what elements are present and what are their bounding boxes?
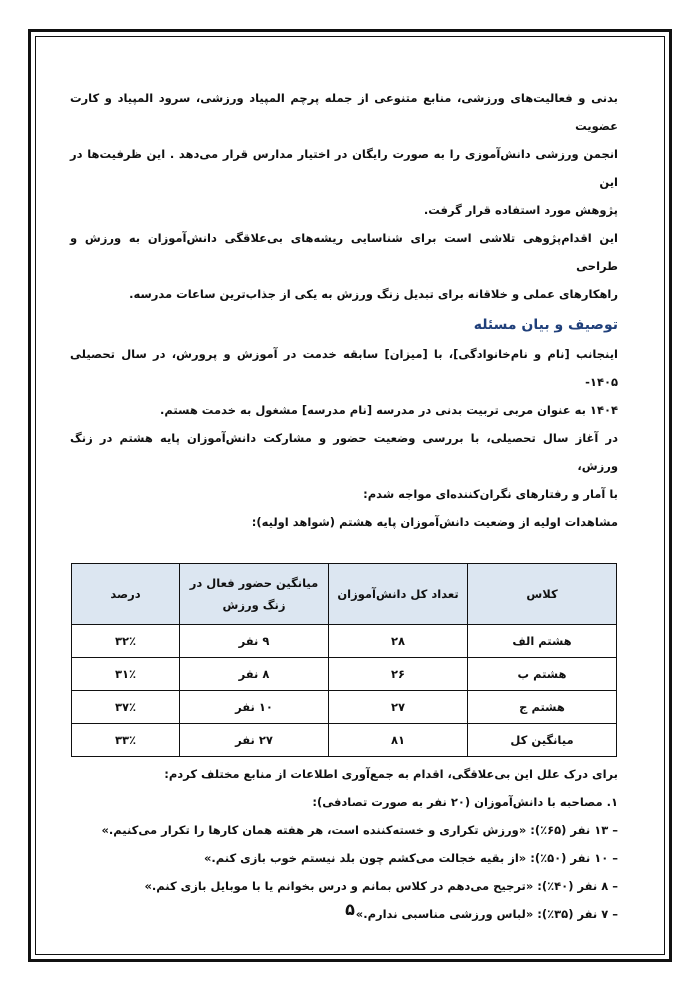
body-line: این اقدام‌پژوهی تلاشی است برای شناسایی ریشه‌های بی‌علاقگی دانش‌آموزان به ورزش و طراحی bbox=[70, 231, 618, 273]
body-line: پژوهش مورد استفاده قرار گرفت. bbox=[423, 203, 618, 217]
table-row bbox=[72, 658, 617, 691]
body-line: بدنی و فعالیت‌های ورزشی، منابع متنوعی از جمله پرچم المپیاد ورزشی، سرود المپیاد و کارت عضویت bbox=[70, 91, 618, 133]
cell-active: ۹ نفر bbox=[180, 625, 329, 658]
table-row bbox=[72, 691, 617, 724]
cell-total: ۸۱ bbox=[329, 724, 468, 757]
body-line: ۱۴۰۴ به عنوان مربی تربیت بدنی در مدرسه [نام مدرسه] مشغول به خدمت هستم. bbox=[160, 403, 618, 417]
cell-percent: ۳۳٪ bbox=[72, 724, 180, 757]
cell-percent: ۳۱٪ bbox=[72, 658, 180, 691]
page-number: ۵ bbox=[345, 900, 355, 919]
cell-active: ۱۰ نفر bbox=[180, 691, 329, 724]
cell-class: هشتم الف bbox=[468, 625, 617, 658]
cell-class: هشتم ج bbox=[468, 691, 617, 724]
cell-class: هشتم ب bbox=[468, 658, 617, 691]
spacer bbox=[70, 536, 618, 563]
cell-total: ۲۶ bbox=[329, 658, 468, 691]
cell-percent: ۳۷٪ bbox=[72, 691, 180, 724]
table-row bbox=[72, 625, 617, 658]
body-line: راهکارهای عملی و خلاقانه برای تبدیل زنگ ورزش به یکی از جذاب‌ترین ساعات مدرسه. bbox=[129, 287, 618, 301]
table-header-row bbox=[72, 564, 617, 625]
body-line: اینجانب [نام و نام‌خانوادگی]، با [میزان] سابقه خدمت در آموزش و پرورش، در سال تحصیلی ۱۴۰۵- bbox=[70, 347, 618, 389]
body-line: – ۱۳ نفر (۶۵٪): «ورزش تکراری و خسته‌کننده است، هر هفته همان کارها را تکرار می‌کنیم.» bbox=[101, 823, 618, 837]
cell-class: میانگین کل bbox=[468, 724, 617, 757]
col-header-class: کلاس bbox=[468, 564, 617, 625]
body-line: با آمار و رفتارهای نگران‌کننده‌ای مواجه شدم: bbox=[363, 487, 618, 501]
cell-total: ۲۷ bbox=[329, 691, 468, 724]
col-header-total-students: تعداد کل دانش‌آموزان bbox=[329, 564, 468, 625]
body-line: انجمن ورزشی دانش‌آموزی را به صورت رایگان در اختیار مدارس قرار می‌دهد . این ظرفیت‌ها در این bbox=[70, 147, 618, 189]
section-heading: توصیف و بیان مسئله bbox=[473, 317, 618, 333]
body-line: – ۸ نفر (۴۰٪): «ترجیح می‌دهم در کلاس بمانم و درس بخوانم یا با موبایل بازی کنم.» bbox=[144, 879, 618, 893]
col-header-percent: درصد bbox=[72, 564, 180, 625]
cell-total: ۲۸ bbox=[329, 625, 468, 658]
col-header-active-attendance: میانگین حضور فعال در زنگ ورزش bbox=[180, 564, 329, 625]
page-content bbox=[70, 84, 618, 928]
cell-active: ۲۷ نفر bbox=[180, 724, 329, 757]
body-line: در آغاز سال تحصیلی، با بررسی وضعیت حضور و مشارکت دانش‌آموزان پایه هشتم در زنگ ورزش، bbox=[70, 431, 618, 473]
body-line: مشاهدات اولیه از وضعیت دانش‌آموزان پایه هشتم (شواهد اولیه): bbox=[251, 515, 618, 529]
cell-active: ۸ نفر bbox=[180, 658, 329, 691]
cell-percent: ۳۲٪ bbox=[72, 625, 180, 658]
table-row bbox=[72, 724, 617, 757]
body-line: – ۱۰ نفر (۵۰٪): «از بقیه خجالت می‌کشم چون بلد نیستم خوب بازی کنم.» bbox=[203, 851, 618, 865]
body-line: ۱. مصاحبه با دانش‌آموزان (۲۰ نفر به صورت تصادفی): bbox=[312, 795, 618, 809]
body-line: برای درک علل این بی‌علاقگی، اقدام به جمع‌آوری اطلاعات از منابع مختلف کردم: bbox=[164, 767, 618, 781]
body-line: – ۷ نفر (۳۵٪): «لباس ورزشی مناسبی ندارم.» bbox=[355, 907, 618, 921]
attendance-table bbox=[71, 563, 617, 757]
